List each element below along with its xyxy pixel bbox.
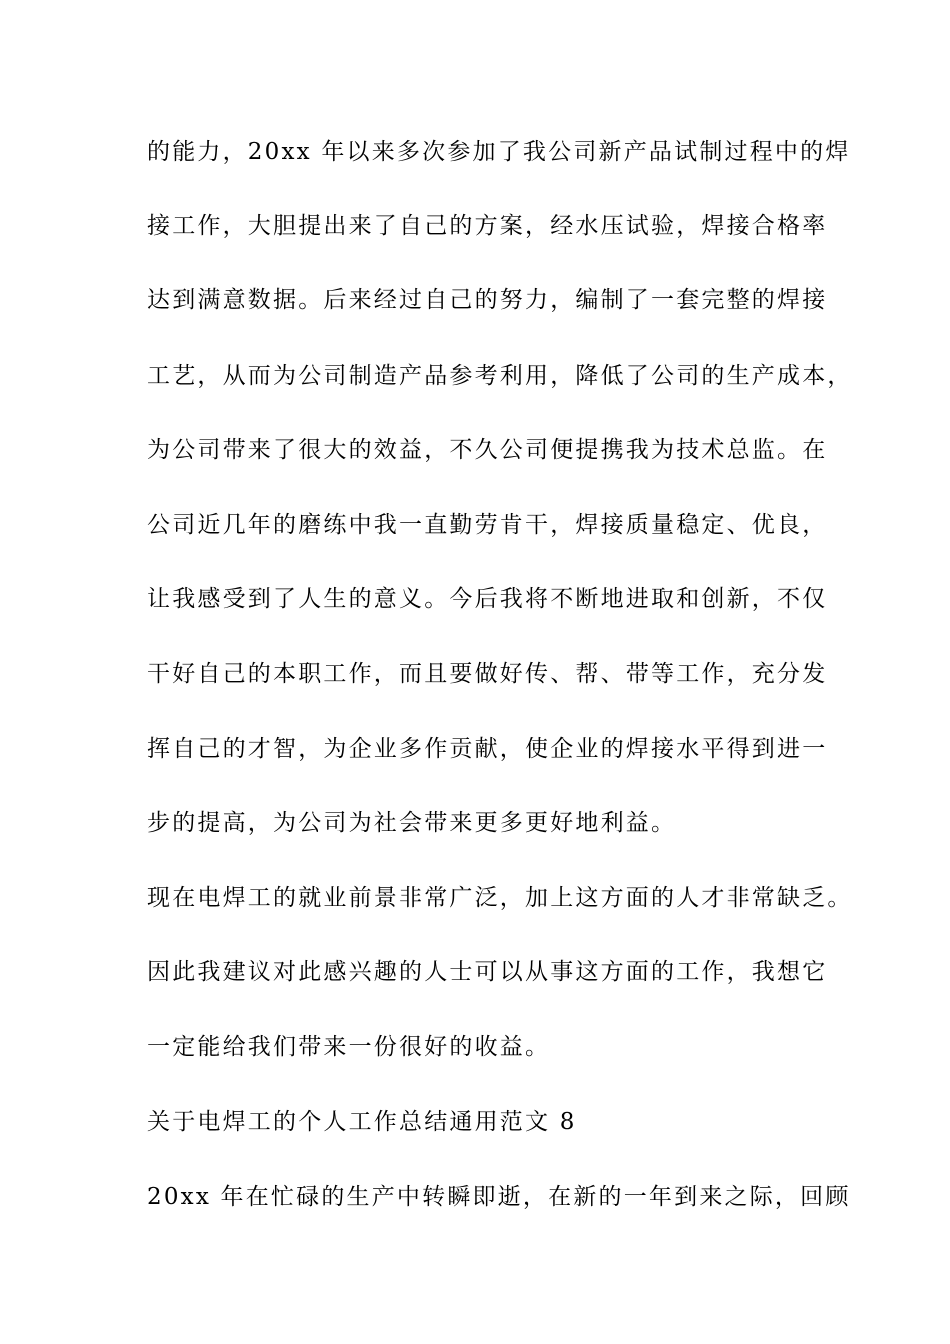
paragraph-line: 的能力，20xx 年以来多次参加了我公司新产品试制过程中的焊: [147, 139, 851, 165]
paragraph-line: 为公司带来了很大的效益，不久公司便提携我为技术总监。在: [147, 437, 828, 463]
paragraph-line: 干好自己的本职工作，而且要做好传、帮、带等工作，充分发: [147, 661, 828, 687]
paragraph-line: 接工作，大胆提出来了自己的方案，经水压试验，焊接合格率: [147, 213, 828, 239]
paragraph-line: 步的提高，为公司为社会带来更多更好地利益。: [147, 810, 677, 836]
paragraph-line: 一定能给我们带来一份很好的收益。: [147, 1034, 551, 1060]
section-heading: 关于电焊工的个人工作总结通用范文 8: [147, 1109, 577, 1135]
paragraph-line: 现在电焊工的就业前景非常广泛，加上这方面的人才非常缺乏。: [147, 885, 853, 911]
paragraph-line: 20xx 年在忙碌的生产中转瞬即逝，在新的一年到来之际，回顾: [147, 1184, 851, 1210]
paragraph-line: 挥自己的才智，为企业多作贡献，使企业的焊接水平得到进一: [147, 736, 828, 762]
paragraph-line: 让我感受到了人生的意义。今后我将不断地进取和创新，不仅: [147, 586, 828, 612]
paragraph-line: 达到满意数据。后来经过自己的努力，编制了一套完整的焊接: [147, 287, 828, 313]
paragraph-line: 工艺，从而为公司制造产品参考利用，降低了公司的生产成本，: [147, 363, 853, 389]
paragraph-line: 因此我建议对此感兴趣的人士可以从事这方面的工作，我想它: [147, 959, 828, 985]
paragraph-line: 公司近几年的磨练中我一直勤劳肯干，焊接质量稳定、优良，: [147, 512, 828, 538]
